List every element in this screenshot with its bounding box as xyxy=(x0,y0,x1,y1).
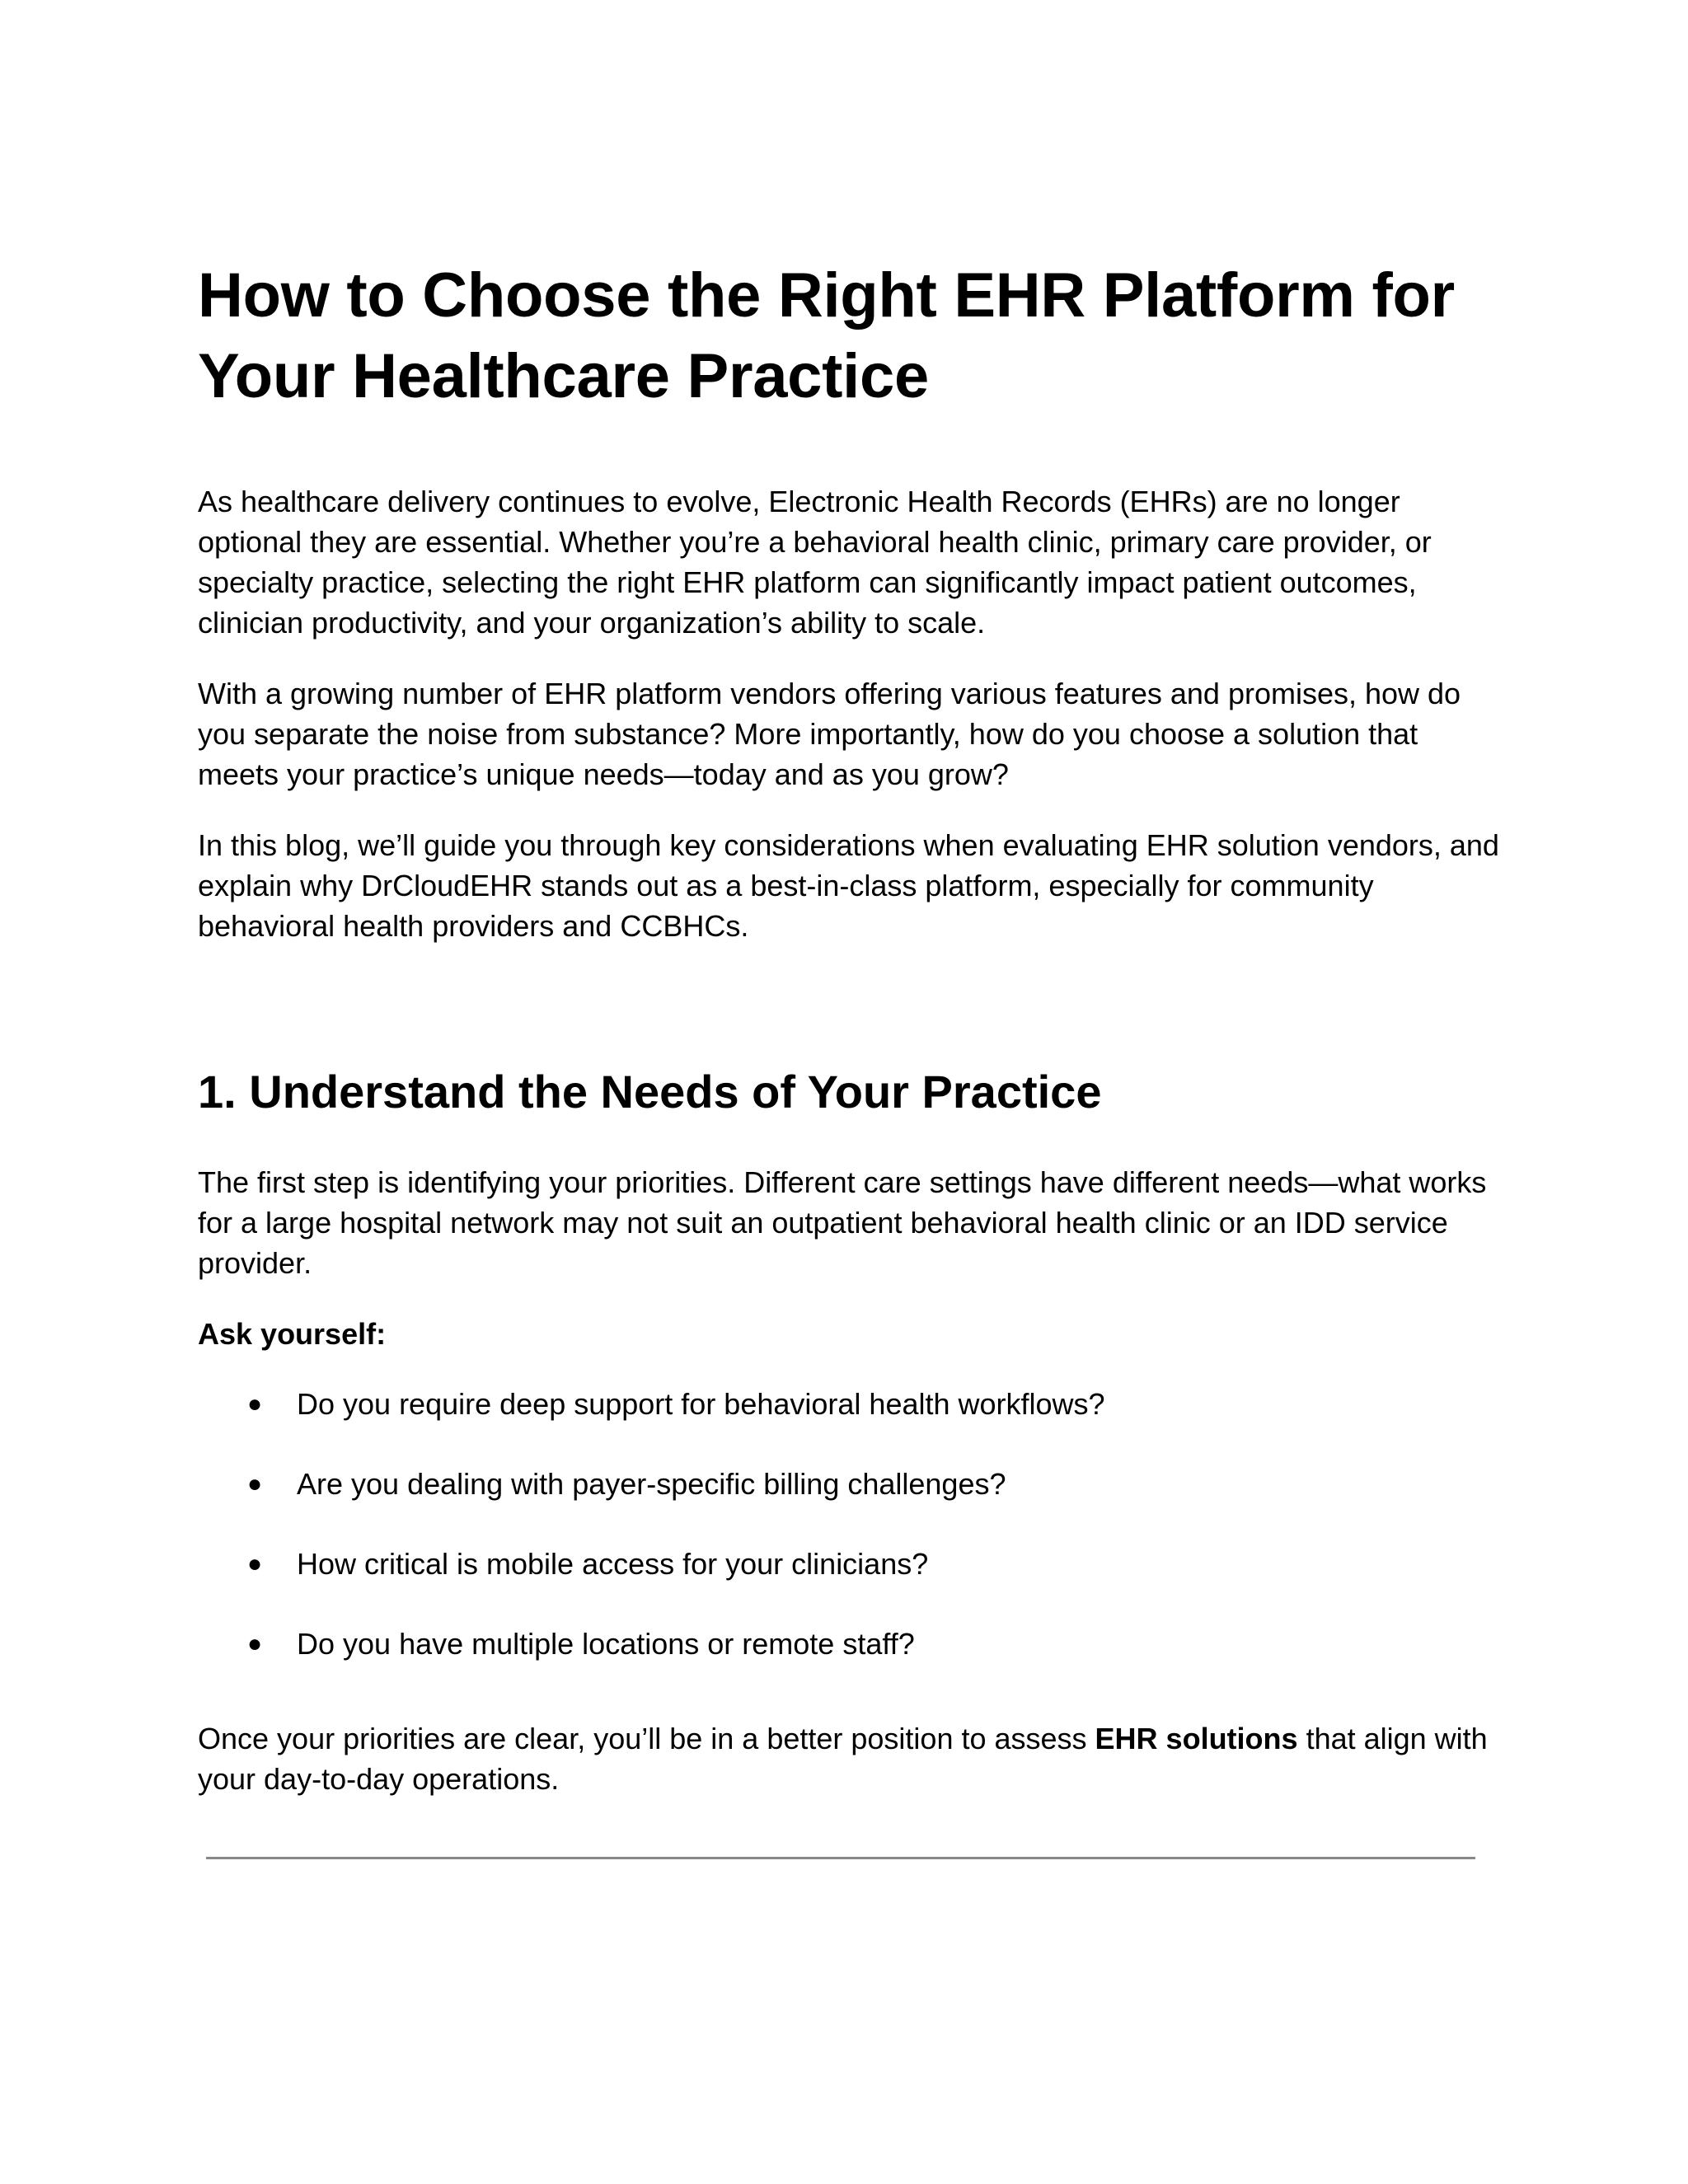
ask-yourself-label: Ask yourself: xyxy=(198,1317,387,1351)
intro-paragraph-1: As healthcare delivery continues to evolve, Electronic Health Records (EHRs) are no longer optional they are essential. Whether you’re a behavioral health clinic, primary care provider, or specialty practice, selecting the right EHR platform can significantly impact patient outcomes, clinician productivity, and your organization’s ability to scale. xyxy=(198,485,1432,640)
page-title xyxy=(198,255,1504,417)
document-page xyxy=(198,255,1504,1799)
closing-paragraph xyxy=(198,1718,1504,1799)
bullet-icon: ● xyxy=(247,1470,263,1497)
intro-paragraph-2: With a growing number of EHR platform vendors offering various features and promises, how do you separate the noise from substance? More importantly, how do you choose a solution that meets your practice’s unique needs—today and as you grow? xyxy=(198,677,1461,791)
list-item-text: Do you have multiple locations or remote staff? xyxy=(297,1627,915,1661)
list-item xyxy=(198,1384,1504,1424)
bullet-icon: ● xyxy=(247,1550,263,1577)
list-item-text: How critical is mobile access for your clinicians? xyxy=(297,1547,929,1581)
list-item xyxy=(198,1544,1504,1584)
closing-text-end: that align with your day-to-day operations. xyxy=(198,1722,1488,1796)
section-heading: 1. Understand the Needs of Your Practice xyxy=(198,1066,1102,1118)
closing-text-bold: EHR solutions xyxy=(1095,1722,1298,1755)
closing-text-start: Once your priorities are clear, you’ll be in a better position to assess xyxy=(198,1722,1095,1755)
bullet-icon: ● xyxy=(247,1630,263,1657)
list-item xyxy=(198,1624,1504,1664)
list-item xyxy=(198,1464,1504,1504)
title-line-2: Your Healthcare Practice xyxy=(198,341,929,411)
list-item-text: Are you dealing with payer-specific billing challenges? xyxy=(297,1467,1006,1501)
horizontal-divider xyxy=(206,1857,1475,1859)
questions-list xyxy=(198,1384,1504,1664)
bullet-icon: ● xyxy=(247,1390,263,1418)
list-item-text: Do you require deep support for behavioral health workflows? xyxy=(297,1387,1105,1421)
title-line-1: How to Choose the Right EHR Platform for xyxy=(198,260,1455,330)
intro-paragraph-3: In this blog, we’ll guide you through key considerations when evaluating EHR solution vendors, and explain why DrCloudEHR stands out as a best-in-class platform, especially for community behavioral health providers and CCBHCs. xyxy=(198,828,1499,943)
section-paragraph: The first step is identifying your priorities. Different care settings have different needs—what works for a large hospital network may not suit an outpatient behavioral health clinic or an IDD service provider. xyxy=(198,1165,1487,1280)
